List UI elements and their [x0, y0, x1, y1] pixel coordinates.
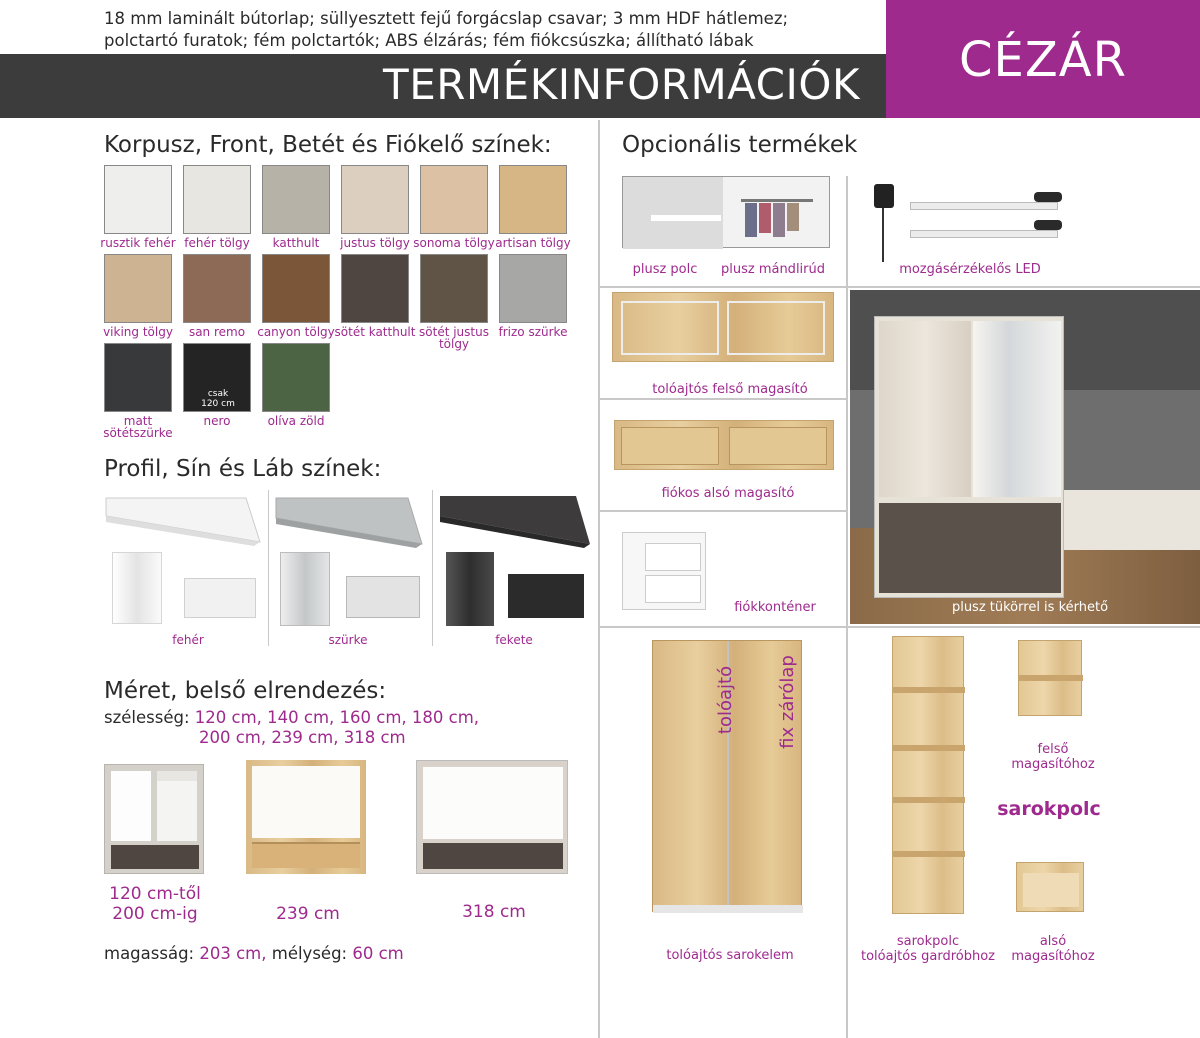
panel-divider-vertical: [846, 176, 848, 1038]
profile-post-white: [112, 552, 162, 624]
color-swatch: [262, 254, 330, 323]
bottom-shelf-label-1: alsó: [1039, 934, 1067, 949]
color-swatch: [341, 254, 409, 323]
size-heading: Méret, belső elrendezés:: [104, 678, 387, 704]
color-swatch: [341, 165, 409, 234]
top-corner-shelf-image: [1018, 640, 1082, 716]
color-swatch: [183, 254, 251, 323]
width-values-1: 120 cm, 140 cm, 160 cm, 180 cm,: [194, 708, 480, 727]
color-swatch: [420, 254, 488, 323]
wardrobe-shelf-label-2: tolóajtós gardróbhoz: [860, 949, 996, 964]
corner-shelf-title: sarokpolc: [997, 798, 1101, 820]
bottom-shelf-label: [998, 934, 1108, 964]
color-swatch-label: san remo: [188, 325, 246, 339]
size-label-small-2: 200 cm-ig: [112, 904, 198, 924]
profile-rail-black: [438, 494, 592, 550]
size-label-small-1: 120 cm-től: [109, 884, 201, 904]
wardrobe-large: [416, 760, 568, 874]
brand-name: CÉZÁR: [959, 32, 1127, 88]
color-swatch-label: sonoma tölgy: [413, 236, 495, 250]
profile-rail-grey: [274, 496, 424, 550]
drawer-extender-label: fiókos alsó magasító: [661, 486, 795, 501]
color-swatch-label: rusztik fehér: [100, 236, 176, 250]
color-swatch-label: fehér tölgy: [184, 236, 250, 250]
profile-label-black: fekete: [495, 633, 533, 647]
spec-line-2: polctartó furatok; fém polctartók; ABS élzárás; fém fiókcsúszka; állítható lábak: [104, 31, 754, 50]
color-swatch-label: nero: [203, 414, 231, 428]
color-swatch-label: katthult: [272, 236, 320, 250]
bottom-shelf-label-2: magasítóhoz: [1011, 949, 1095, 964]
drawer-container-label: fiókkonténer: [734, 600, 816, 615]
door-label: tolóajtó: [715, 665, 736, 735]
swatch-note: csak 120 cm: [201, 389, 235, 409]
mirror-label: plusz tükörrel is kérhető: [951, 600, 1109, 615]
color-swatch: [420, 165, 488, 234]
color-swatch-label: justus tölgy: [340, 236, 410, 250]
size-label-large: 318 cm: [462, 902, 526, 922]
plus-rail-label: plusz mándlirúd: [720, 262, 825, 277]
width-line-1: [104, 708, 479, 727]
wardrobe-shelf-label-1: sarokpolc: [896, 934, 960, 949]
profile-post-black: [446, 552, 494, 626]
spec-text: [104, 8, 864, 52]
color-swatch: [499, 254, 567, 323]
color-swatch-label: olíva zöld: [267, 414, 325, 428]
mirror-wardrobe-scene: [850, 290, 1200, 624]
panel-divider-4: [600, 626, 1200, 628]
wardrobe-medium: [246, 760, 366, 874]
size-label-medium: 239 cm: [276, 904, 340, 924]
color-swatch: [104, 343, 172, 412]
color-swatch-label: artisan tölgy: [495, 236, 571, 250]
wardrobe-shelf-label: [856, 934, 1000, 964]
title-band: [0, 54, 886, 118]
color-swatch: [183, 343, 251, 412]
color-swatch-label: viking tölgy: [103, 325, 173, 339]
corner-shelf-tall-image: [892, 636, 964, 914]
profile-foot-grey: [346, 576, 420, 618]
size-label-small: [96, 884, 214, 924]
profile-rail-white: [104, 496, 262, 548]
column-divider: [598, 120, 600, 1038]
page-title: TERMÉKINFORMÁCIÓK: [383, 60, 860, 109]
profile-heading: Profil, Sín és Láb színek:: [104, 456, 382, 482]
drawer-extender-image: [614, 420, 834, 470]
top-extender-image: [612, 292, 834, 362]
plus-shelf-image: [622, 176, 830, 248]
led-label: mozgásérzékelős LED: [899, 262, 1041, 277]
corner-element-label: tolóajtós sarokelem: [666, 948, 794, 963]
profile-divider-2: [432, 490, 433, 646]
drawer-container-image: [622, 532, 706, 610]
top-shelf-label: [998, 742, 1108, 772]
profile-divider-1: [268, 490, 269, 646]
height-depth-line: [104, 944, 404, 963]
color-swatch-label: canyon tölgy: [257, 325, 335, 339]
profile-label-white: fehér: [172, 633, 204, 647]
bottom-corner-shelf-image: [1016, 862, 1084, 912]
depth-value: 60 cm: [352, 944, 404, 963]
spec-line-1: 18 mm laminált bútorlap; süllyesztett fejű forgácslap csavar; 3 mm HDF hátlemez;: [104, 9, 789, 28]
color-swatch: [183, 165, 251, 234]
panel-divider-3: [600, 510, 846, 512]
color-swatch: [262, 343, 330, 412]
color-swatch: [104, 165, 172, 234]
width-line-2: [199, 728, 406, 747]
panel-divider-1: [600, 286, 1200, 288]
height-label: magasság:: [104, 944, 195, 963]
width-values-2: 200 cm, 239 cm, 318 cm: [199, 728, 406, 747]
color-swatch: [262, 165, 330, 234]
fix-label: fix zárólap: [777, 655, 798, 749]
color-swatch-label: frizo szürke: [498, 325, 568, 339]
color-swatch: [104, 254, 172, 323]
color-swatch-label: sötét justus tölgy: [419, 325, 489, 351]
colors-heading: Korpusz, Front, Betét és Fiókelő színek:: [104, 132, 552, 158]
depth-label: mélység:: [271, 944, 348, 963]
color-swatch-label: sötét katthult: [334, 325, 416, 339]
led-image: [862, 178, 1082, 264]
optional-heading: Opcionális termékek: [622, 132, 858, 158]
top-extender-label: tolóajtós felső magasító: [652, 382, 808, 397]
color-swatch-label: matt sötétszürke: [103, 414, 173, 440]
profile-foot-white: [184, 578, 256, 618]
profile-post-grey: [280, 552, 330, 626]
width-label: szélesség:: [104, 708, 190, 727]
top-shelf-label-1: felső: [1037, 742, 1069, 757]
height-value: 203 cm,: [199, 944, 267, 963]
brand-box: [886, 0, 1200, 118]
wardrobe-small: [104, 764, 204, 874]
top-shelf-label-2: magasítóhoz: [1011, 757, 1095, 772]
panel-divider-2: [600, 398, 846, 400]
color-swatch: [499, 165, 567, 234]
plus-shelf-label: plusz polc: [632, 262, 698, 277]
profile-label-grey: szürke: [328, 633, 368, 647]
profile-foot-black: [508, 574, 584, 618]
